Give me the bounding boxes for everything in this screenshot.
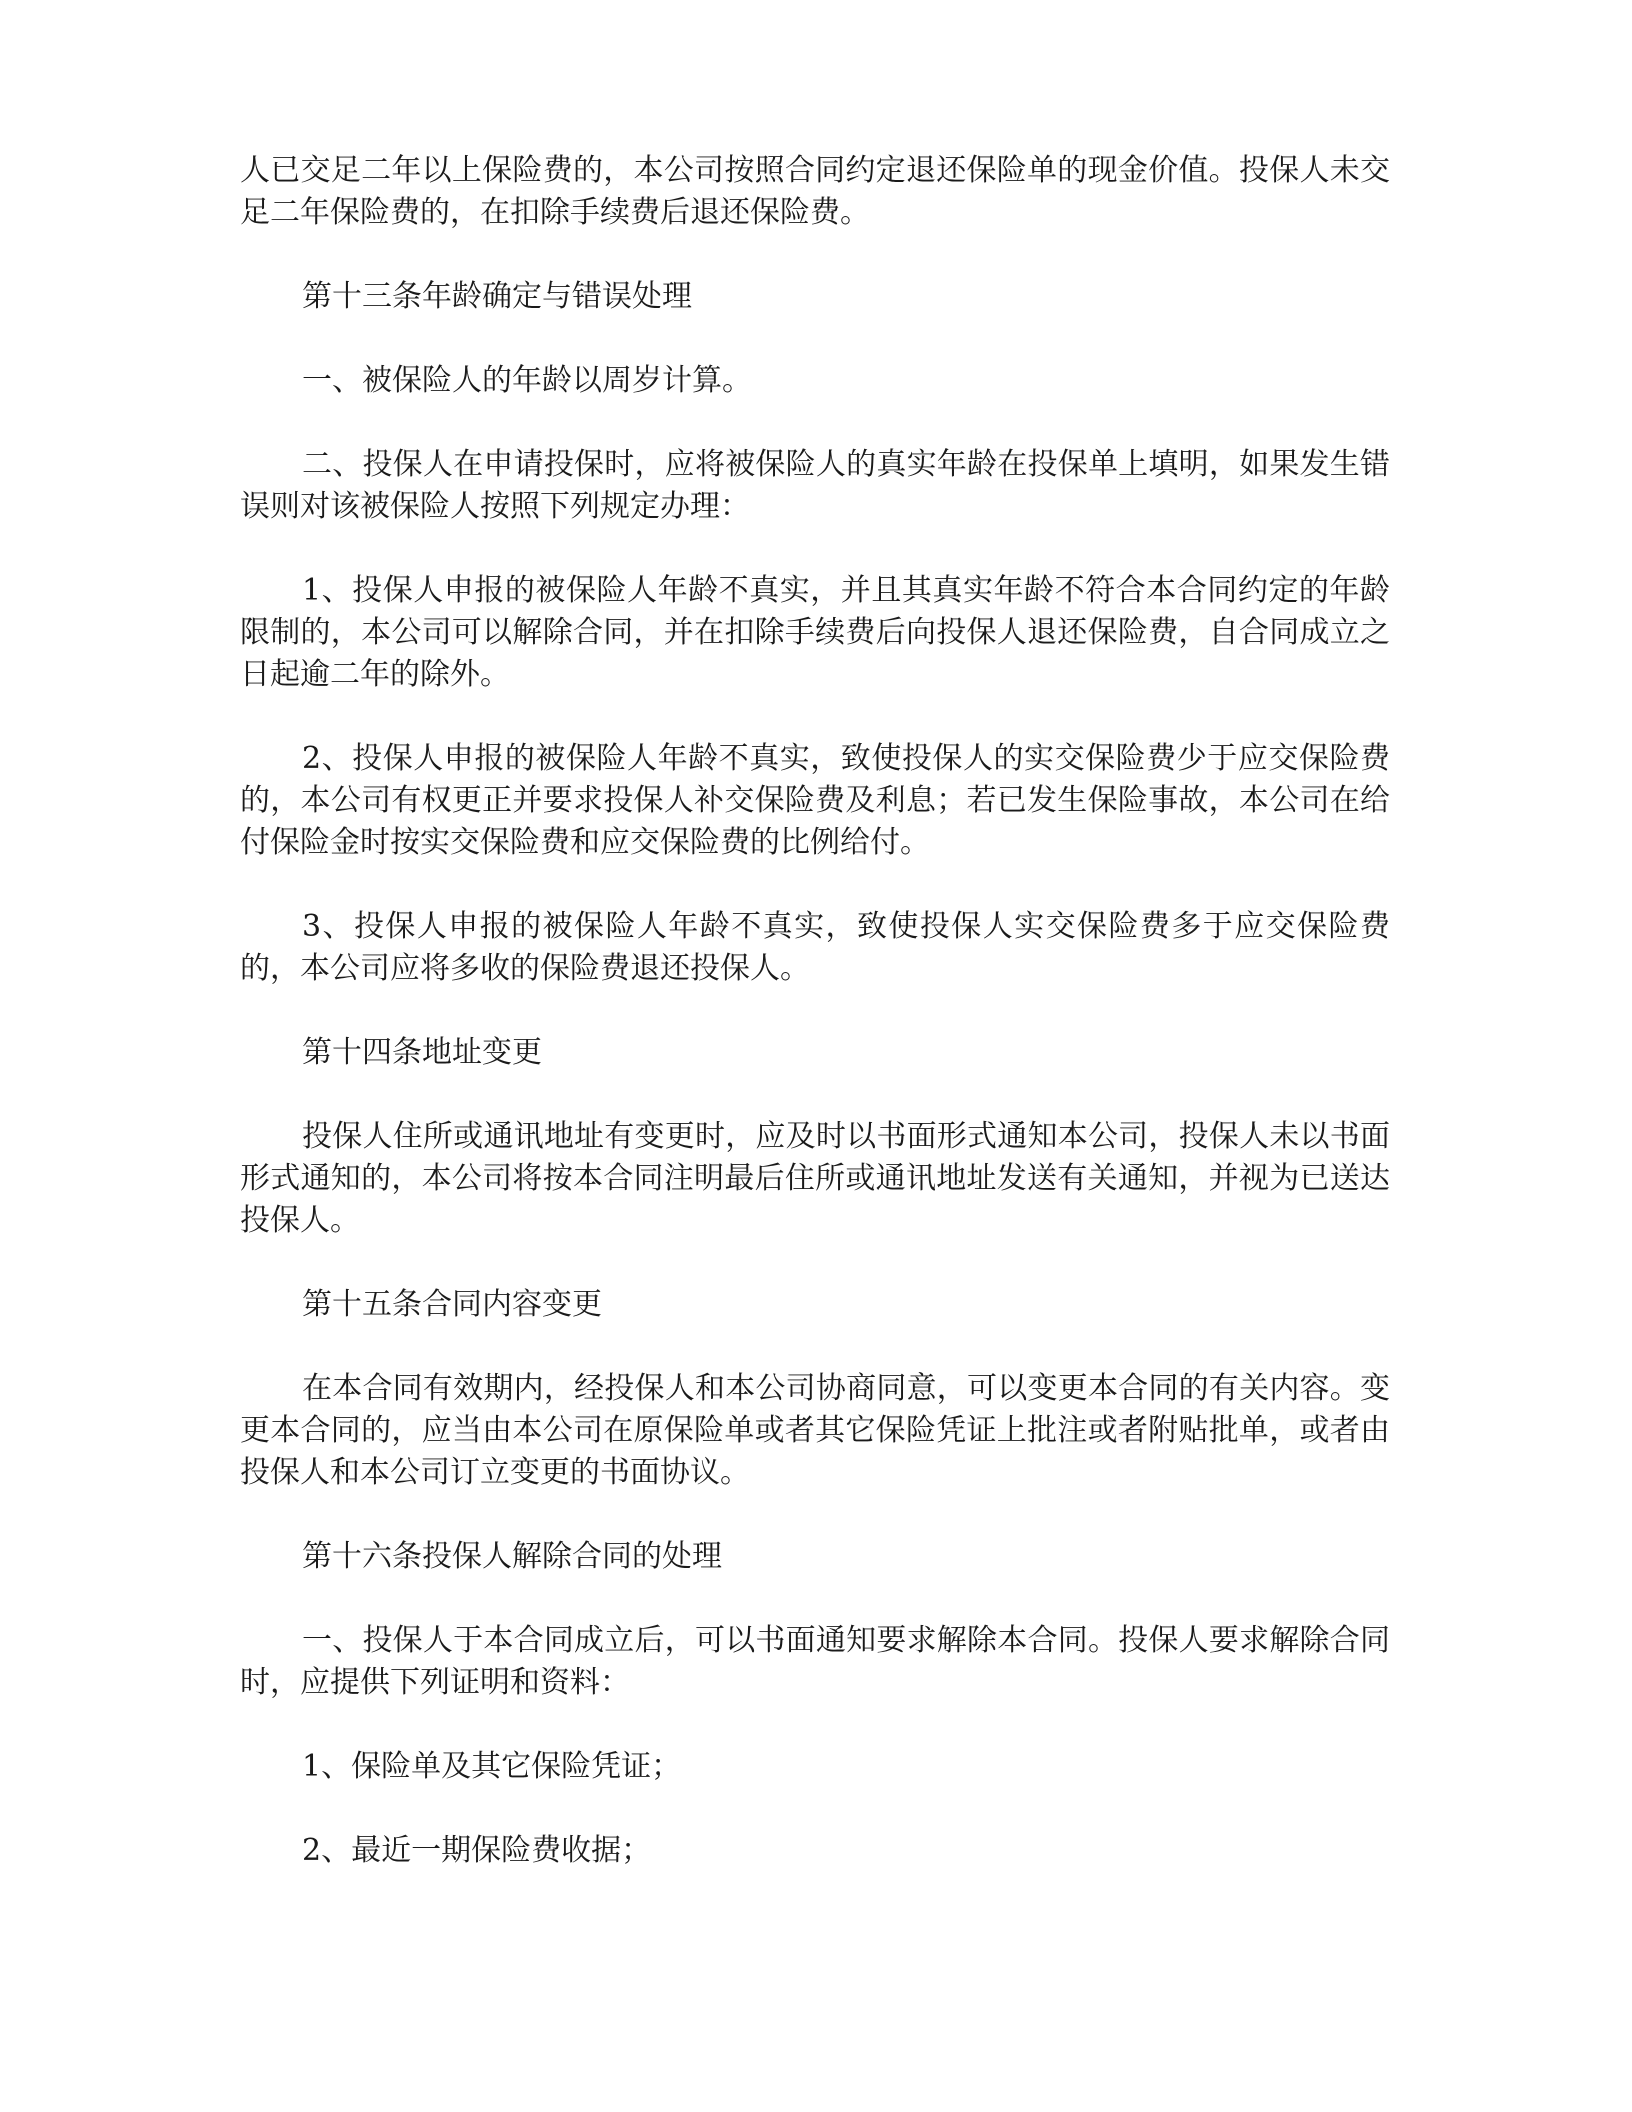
document-body bbox=[240, 150, 1390, 1914]
list-item: 2、投保人申报的被保险人年龄不真实，致使投保人的实交保险费少于应交保险费的，本公司有权更正并要求投保人补交保险费及利息；若已发生保险事故，本公司在给付保险金时按实交保险费和应交保险费的比例给付。 bbox=[240, 741, 1390, 860]
paragraph-continuation: 人已交足二年以上保险费的，本公司按照合同约定退还保险单的现金价值。投保人未交足二年保险费的，在扣除手续费后退还保险费。 bbox=[240, 153, 1390, 230]
paragraph: 一、被保险人的年龄以周岁计算。 bbox=[302, 363, 752, 398]
list-item: 2、最近一期保险费收据； bbox=[302, 1833, 652, 1868]
list-item: 3、投保人申报的被保险人年龄不真实，致使投保人实交保险费多于应交保险费的，本公司应将多收的保险费退还投保人。 bbox=[240, 909, 1390, 986]
paragraph: 二、投保人在申请投保时，应将被保险人的真实年龄在投保单上填明，如果发生错误则对该被保险人按照下列规定办理： bbox=[240, 447, 1390, 524]
section-heading-13: 第十三条年龄确定与错误处理 bbox=[302, 279, 692, 314]
section-heading-16: 第十六条投保人解除合同的处理 bbox=[302, 1539, 722, 1574]
paragraph: 投保人住所或通讯地址有变更时，应及时以书面形式通知本公司，投保人未以书面形式通知的，本公司将按本合同注明最后住所或通讯地址发送有关通知，并视为已送达投保人。 bbox=[240, 1119, 1390, 1238]
paragraph: 在本合同有效期内，经投保人和本公司协商同意，可以变更本合同的有关内容。变更本合同的，应当由本公司在原保险单或者其它保险凭证上批注或者附贴批单，或者由投保人和本公司订立变更的书面协议。 bbox=[240, 1371, 1390, 1490]
section-heading-15: 第十五条合同内容变更 bbox=[302, 1287, 602, 1322]
list-item: 1、投保人申报的被保险人年龄不真实，并且其真实年龄不符合本合同约定的年龄限制的，本公司可以解除合同，并在扣除手续费后向投保人退还保险费，自合同成立之日起逾二年的除外。 bbox=[240, 573, 1390, 692]
list-item: 1、保险单及其它保险凭证； bbox=[302, 1749, 682, 1784]
paragraph: 一、投保人于本合同成立后，可以书面通知要求解除本合同。投保人要求解除合同时，应提供下列证明和资料： bbox=[240, 1623, 1390, 1700]
section-heading-14: 第十四条地址变更 bbox=[302, 1035, 542, 1070]
